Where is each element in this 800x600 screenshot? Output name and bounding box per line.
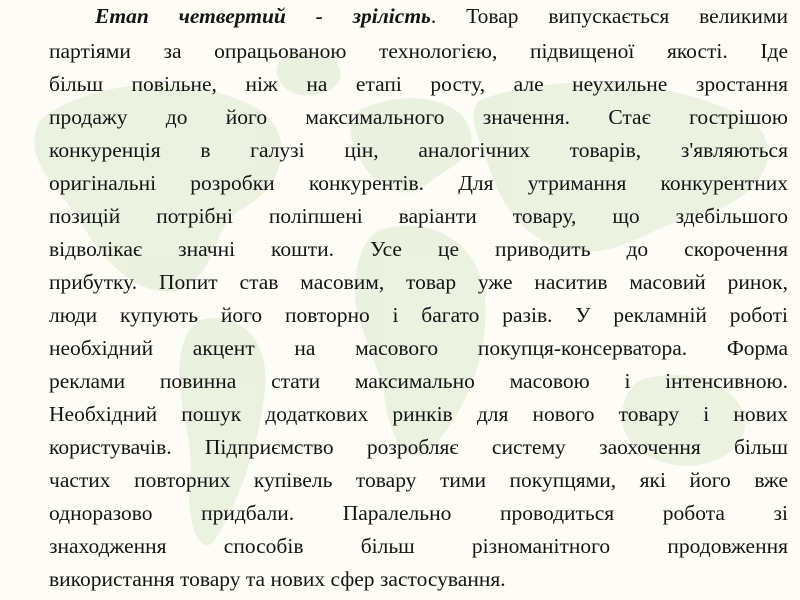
paragraph-line: прибутку. Попит став масовим, товар уже наситив масовий ринок, (49, 270, 788, 294)
paragraph-line: люди купують його повторно і багато разів. У рекламній роботі (49, 303, 788, 327)
paragraph-line: використання товару та нових сфер застосування. (49, 567, 506, 591)
paragraph-line: необхідний акцент на масового покупця-консерватора. Форма (49, 336, 788, 360)
paragraph-line: знаходження способів більш різноманітного продовження (49, 534, 788, 558)
paragraph-line: користувачів. Підприємство розробляє систему заохочення більш (49, 435, 788, 459)
paragraph-line (95, 2, 788, 30)
paragraph-line: частих повторних купівель товару тими покупцями, які його вже (49, 468, 788, 492)
paragraph-line: реклами повинна стати максимально масовою і інтенсивною. (49, 369, 788, 393)
paragraph-line: Необхідний пошук додаткових ринків для нового товару і нових (49, 402, 788, 426)
paragraph-line: одноразово придбали. Паралельно проводиться робота зі (49, 501, 788, 525)
paragraph-line: відволікає значні кошти. Усе це приводить до скорочення (49, 237, 788, 261)
paragraph-line: позицій потрібні поліпшені варіанти товару, що здебільшого (49, 204, 788, 228)
paragraph-line: продажу до його максимального значення. Стає гострішою (49, 105, 788, 129)
paragraph-line: оригінальні розробки конкурентів. Для утримання конкурентних (49, 171, 788, 195)
paragraph-line: більш повільне, ніж на етапі росту, але неухильне зростання (49, 72, 788, 96)
section-heading: Етап четвертий - зрілість (95, 4, 431, 28)
paragraph-text: . Товар випускається великими (430, 4, 788, 28)
paragraph-line: конкуренція в галузі цін, аналогічних товарів, з'являються (49, 138, 788, 162)
paragraph-line: партіями за опрацьованою технологією, підвищеної якості. Іде (49, 39, 788, 63)
